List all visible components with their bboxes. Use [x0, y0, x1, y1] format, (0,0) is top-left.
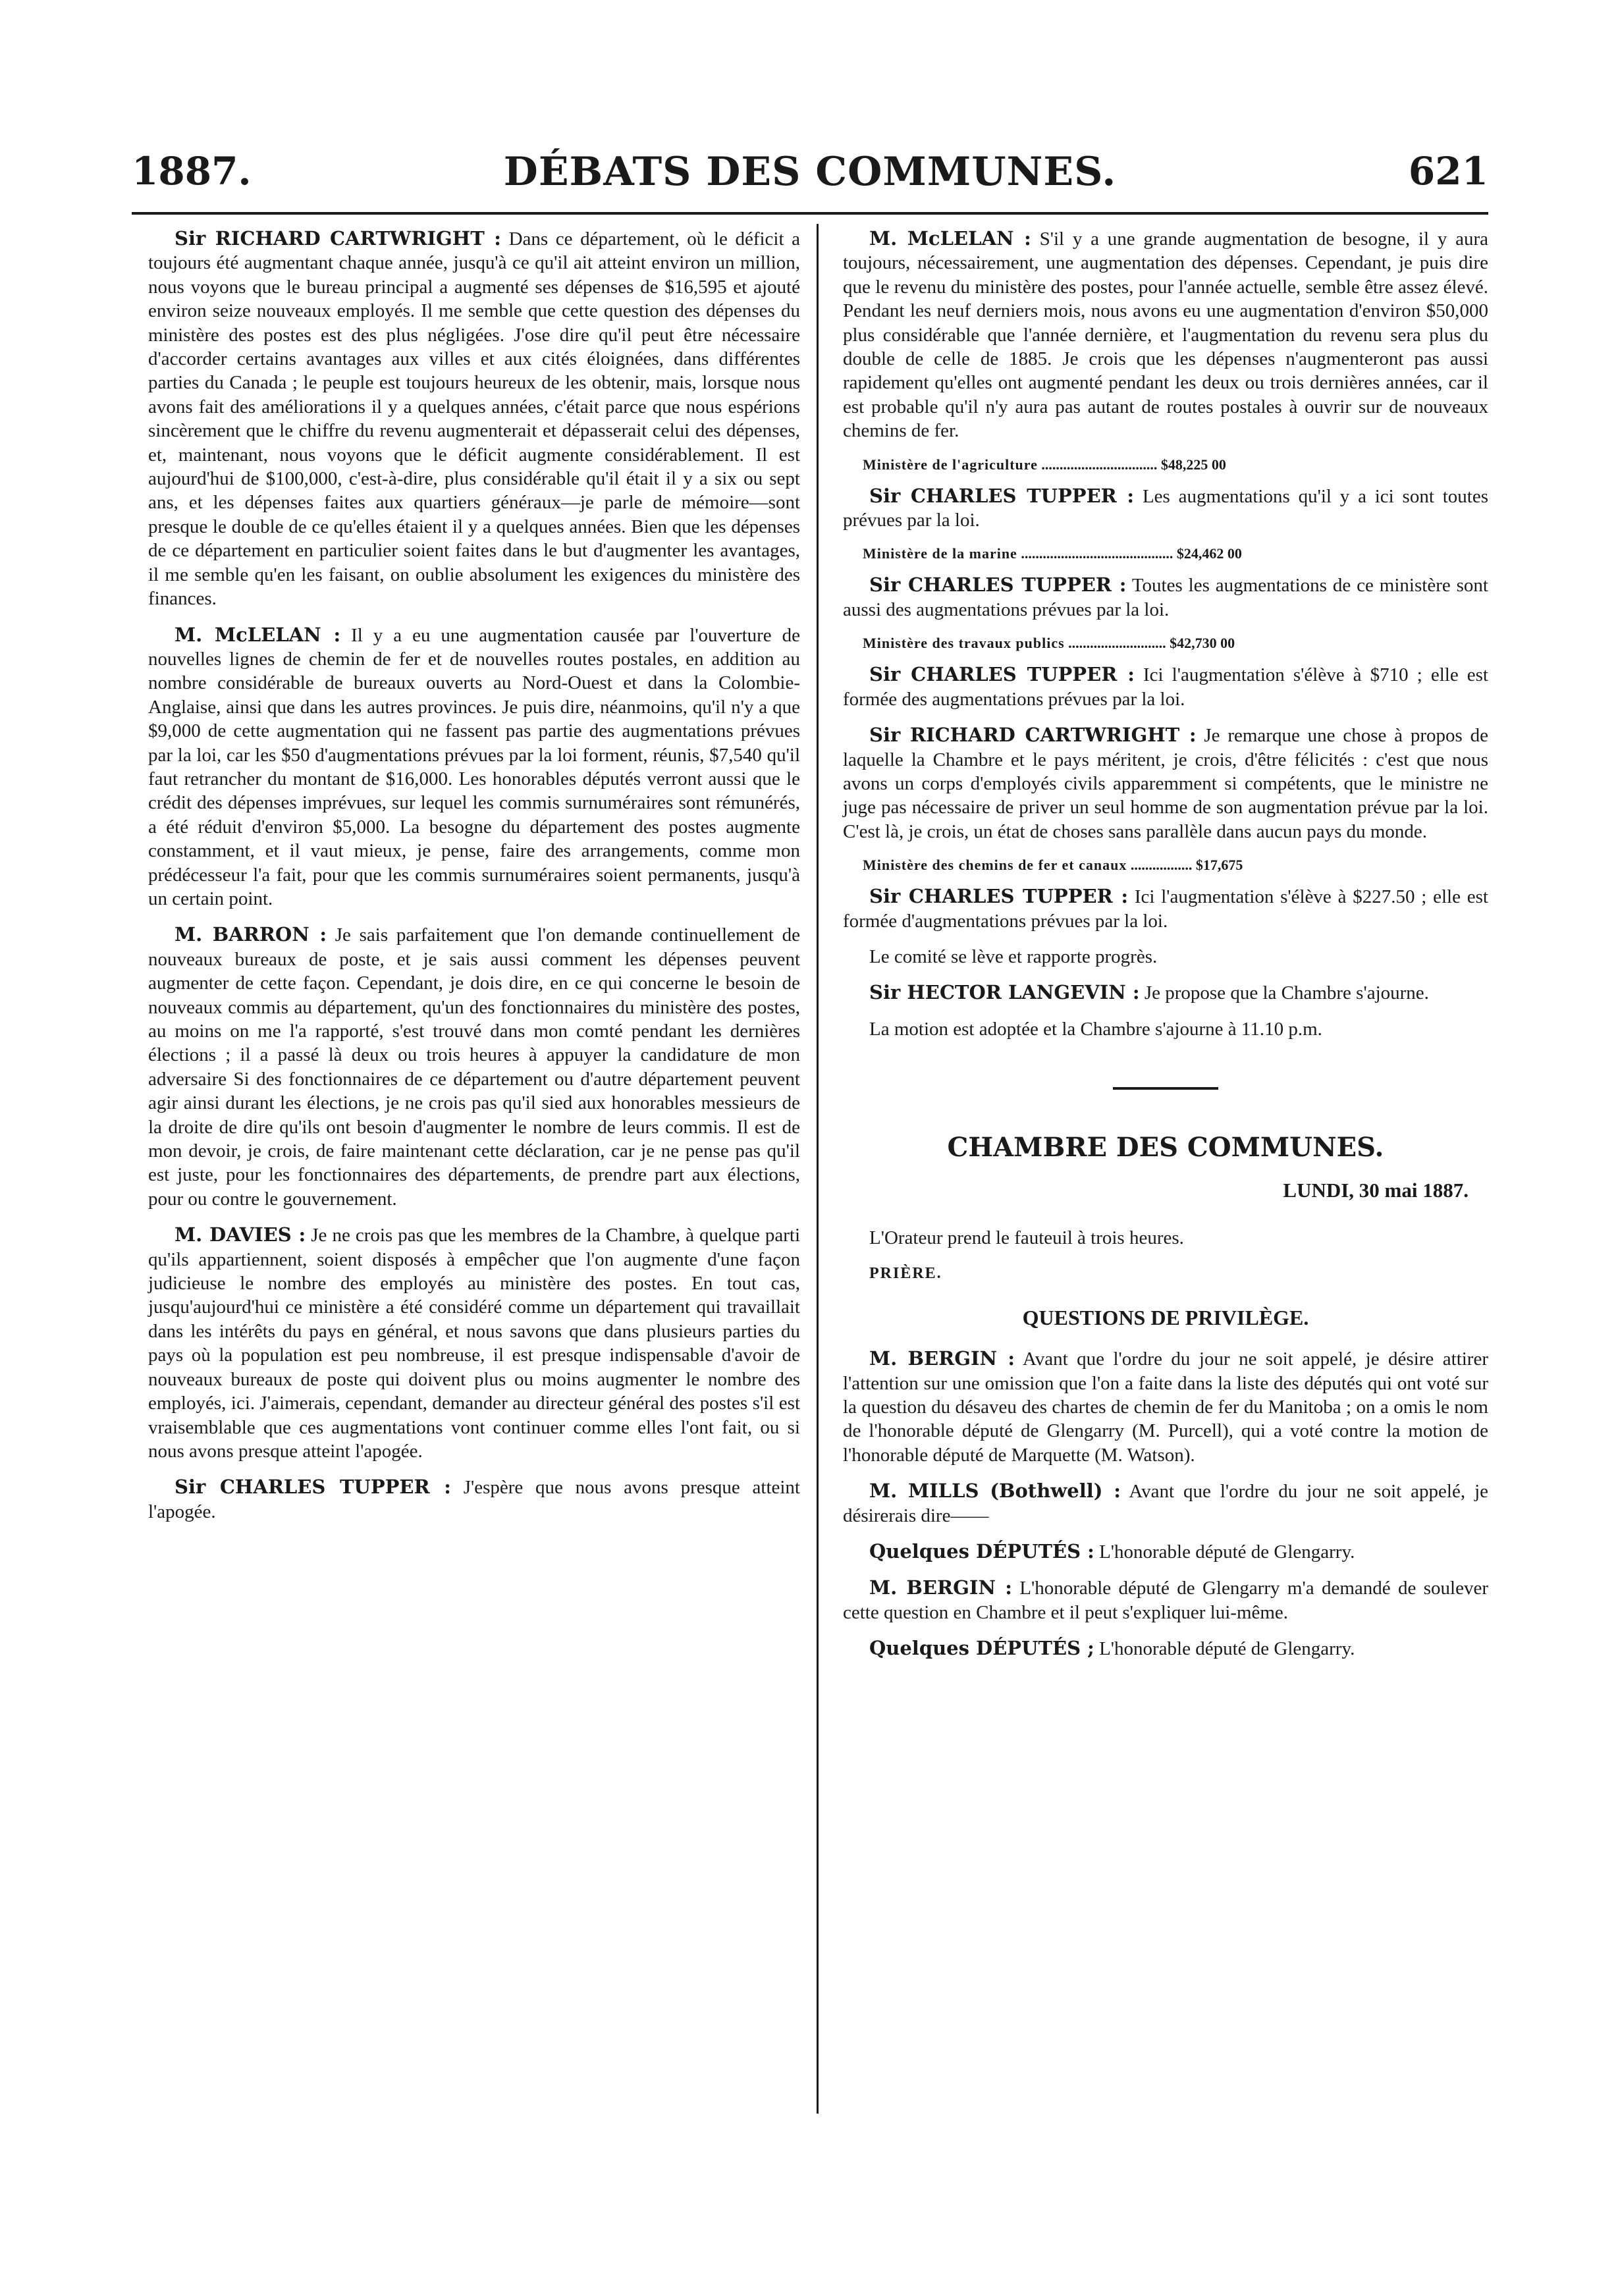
paragraph — [843, 1539, 1488, 1564]
paragraph — [843, 1347, 1488, 1467]
estimate-leader: ........................... — [1064, 635, 1170, 652]
questions-heading: QUESTIONS DE PRIVILÈGE. — [1022, 1305, 1309, 1329]
paragraph-text: Je ne crois pas que les membres de la Chambre, à quelque parti qu'ils appartiennent, soient disposés à empêcher que l'on augmente d'une façon judicieuse le nombre des employés au ministère des postes. En tout cas, jusqu'aujourd'hui ce ministère a été considéré comme un département qui travaillait dans les intérêts du pays en général, et nous savons que dans plusieurs parties du pays où la population est peu nombreuse, il est presque indispensable d'avoir de nouveaux bureaux de poste qui doivent plus ou moins augmenter le nombre des employés, ici. J'aimerais, cependant, demander au directeur général des postes s'il est vraisemblable que ces augmentations vont continuer comme elles l'ont fait, ou si nous avons presque atteint l'apogée. — [148, 1225, 800, 1462]
paragraph — [843, 1576, 1488, 1624]
paragraph — [843, 227, 1488, 443]
section-rule — [1113, 1087, 1218, 1090]
paragraph: L'Orateur prend le fauteuil à trois heures. — [869, 1227, 1184, 1248]
speaker-name: Quelques DÉPUTÉS : — [869, 1540, 1094, 1563]
paragraph — [843, 980, 1488, 1005]
speaker-name: Sir RICHARD CARTWRIGHT : — [175, 227, 501, 250]
speaker-name: M. BERGIN : — [869, 1347, 1015, 1370]
paragraph-text: Je sais parfaitement que l'on demande continuellement de nouveaux bureaux de poste, et je sais aussi comment les dépenses peuvent augmenter de cette façon. Cependant, je dois dire, en ce qui concerne le besoin de nouveaux commis au département, qu'un des fonctionnaires du ministère des postes, au moins on me l'a rapporté, s'est trouvé dans mon comté pendant les dernières élections ; il a passé là deux ou trois heures à appuyer la candidature de mon adversaire Si des fonctionnaires de ce département ou d'autre département peuvent agir ainsi durant les élections, je ne crois pas qu'il sied aux honorables messieurs de la droite de dire qu'ils ont besoin d'augmenter le nombre de leurs commis. Il est de mon devoir, je crois, de faire maintenant cette déclaration, car je ne pense pas qu'il est juste, pour les fonctionnaires des départements, de prendre part aux élections, pour ou contre le gouvernement. — [148, 924, 801, 1210]
estimate-item — [843, 455, 1488, 475]
speaker-name: M. McLELAN : — [175, 623, 341, 646]
right-column — [843, 227, 1488, 1673]
paragraph-text: L'honorable député de Glengarry. — [1094, 1638, 1355, 1660]
paragraph-text: Avant que l'ordre du jour ne soit appelé, je désire attirer l'attention sur une omission que l'on a faite dans la liste des députés qui ont voté sur la question du désaveu des chartes de chemin de fer du Manitoba ; on a omis le nom de l'honorable député de Glengarry (M. Purcell), qui a voté contre la motion de l'honorable député de Marquette (M. Watson). — [843, 1348, 1488, 1466]
paragraph-text: Il y a eu une augmentation causée par l'ouverture de nouvelles lignes de chemin de fer et de nouvelles routes postales, en addition au nombre considérable de bureaux ouverts au Nord-Ouest et dans la Colombie-Anglaise, ainsi que dans les autres provinces. Je puis dire, néanmoins, qu'il n'y a que $9,000 de cette augmentation qui ne fassent pas partie des augmentations prévues par la loi, car les $50 d'augmentations prévues par la loi forment, réunis, $7,540 qu'il faut retrancher du montant de $16,000. Les honorables députés verront aussi que le crédit des dépenses imprévues, sur lequel les commis surnuméraires sont rémunérés, a été réduit d'environ $5,000. La besogne du département des postes augmente constamment, et il vaut mieux, je pense, faire des arrangements, comme mon prédécesseur l'a fait, pour que les commis surnuméraires soient permanents, jusqu'à un certain point. — [148, 624, 800, 909]
paragraph — [843, 723, 1488, 843]
speaker-name: M. McLELAN : — [869, 227, 1031, 250]
speaker-name: M. BARRON : — [175, 923, 327, 946]
estimate-item — [843, 544, 1488, 564]
paragraph: La motion est adoptée et la Chambre s'ajourne à 11.10 p.m. — [869, 1018, 1322, 1040]
estimate-amount: $24,462 00 — [1176, 545, 1242, 562]
paragraph — [843, 1636, 1488, 1661]
estimate-label: Ministère des travaux publics — [863, 635, 1065, 652]
paragraph — [148, 227, 800, 611]
header-rule — [132, 212, 1488, 215]
estimate-label: Ministère de la marine — [863, 545, 1017, 562]
paragraph-text: Dans ce département, où le déficit a toujours été augmentant chaque année, jusqu'à ce qu'il ait atteint environ un million, nous voyons que le bureau principal a augmenté ses dépenses de $16,595 et ajouté environ seize nouveaux employés. Il me semble que cette question des dépenses du ministère des postes est des plus négligées. J'ose dire qu'il peut être nécessaire d'accorder certains avantages aux villes et aux cités éloignées, dans différentes parties du Canada ; le peuple est toujours heureux de les obtenir, mais, lorsque nous avons fait des améliorations il y a quelques années, c'était parce que nous espérions sincèrement que le chiffre du revenu augmenterait et dépasserait celui des dépenses, et, maintenant, nous voyons que le déficit augmente considérablement. Il est aujourd'hui de $100,000, c'est-à-dire, plus considérable qu'il était il y a six ou sept ans, et les dépenses faites aux quartiers généraux—je parle de mémoire—sont presque le double de ce qu'elles étaient il y a quelques années. Bien que les dépenses de ce département en particulier soient faites dans le but d'augmenter les avantages, il me semble qu'en les faisant, on oublie absolument les exigences du ministère des finances. — [148, 228, 800, 610]
estimate-amount: $17,675 — [1195, 857, 1243, 874]
chamber-heading: CHAMBRE DES COMMUNES. — [947, 1132, 1384, 1163]
paragraph — [843, 573, 1488, 622]
speaker-name: M. DAVIES : — [175, 1223, 306, 1246]
header-year: 1887. — [132, 149, 252, 194]
speaker-name: Quelques DÉPUTÉS ; — [869, 1637, 1094, 1660]
paragraph — [148, 623, 800, 911]
left-column — [148, 227, 800, 1535]
paragraph — [843, 662, 1488, 711]
paragraph — [148, 922, 800, 1211]
column-divider — [817, 224, 819, 2114]
paragraph-text: Je propose que la Chambre s'ajourne. — [1139, 982, 1429, 1004]
paragraph-text: Toutes les augmentations de ce ministère sont aussi des augmentations prévues par la loi. — [843, 575, 1488, 620]
speaker-name: M. MILLS (Bothwell) : — [869, 1480, 1121, 1503]
paragraph — [843, 884, 1488, 933]
paragraph-text: S'il y a une grande augmentation de besogne, il y aura toujours, nécessairement, une augmentation des dépenses. Cependant, je puis dire que le revenu du ministère des postes, pour l'année actuelle, semble être assez élevé. Pendant les neuf derniers mois, nous avons eu une augmentation d'environ $50,000 plus considérable que l'année dernière, et l'augmentation du revenu sera plus du double de celle de 1885. Je crois que les dépenses n'augmenteront pas aussi rapidement qu'elles ont augmenté pendant les deux ou trois dernières années, car il est probable qu'il n'y aura pas autant de routes postales à ouvrir sur de nouveaux chemins de fer. — [843, 228, 1488, 442]
paragraph-text: Les augmentations qu'il y a ici sont toutes prévues par la loi. — [843, 485, 1488, 531]
session-date: LUNDI, 30 mai 1887. — [1283, 1178, 1469, 1202]
speaker-name: Sir CHARLES TUPPER : — [869, 663, 1135, 686]
speaker-name: Sir HECTOR LANGEVIN : — [869, 981, 1140, 1004]
speaker-name: Sir CHARLES TUPPER : — [175, 1476, 451, 1499]
paragraph — [843, 484, 1488, 533]
paragraph-text: L'honorable député de Glengarry m'a demandé de soulever cette question en Chambre et il peut s'expliquer lui-même. — [843, 1578, 1488, 1623]
speaker-name: Sir CHARLES TUPPER : — [869, 574, 1127, 597]
estimate-leader: ................. — [1127, 857, 1196, 874]
paragraph-text: J'espère que nous avons presque atteint l'apogée. — [148, 1477, 800, 1522]
speaker-name: Sir CHARLES TUPPER : — [869, 484, 1135, 507]
estimate-leader: ................................ — [1037, 456, 1161, 473]
paragraph: Le comité se lève et rapporte progrès. — [869, 946, 1158, 967]
estimate-item — [843, 633, 1488, 653]
page-header — [132, 149, 1488, 201]
paragraph — [148, 1223, 800, 1463]
estimate-leader: .......................................... — [1017, 545, 1177, 562]
header-title: DÉBATS DES COMMUNES. — [503, 149, 1117, 195]
estimate-amount: $42,730 00 — [1170, 635, 1235, 652]
estimate-label: Ministère de l'agriculture — [863, 456, 1038, 473]
estimate-amount: $48,225 00 — [1160, 456, 1226, 473]
paragraph — [843, 1479, 1488, 1528]
estimate-item — [843, 855, 1488, 875]
header-page-number: 621 — [1408, 149, 1488, 194]
speaker-name: Sir CHARLES TUPPER : — [869, 885, 1129, 908]
prayer-label: PRIÈRE. — [869, 1265, 942, 1283]
paragraph-text: Ici l'augmentation s'élève à $710 ; elle est formée des augmentations prévues par la loi. — [843, 664, 1488, 710]
estimate-label: Ministère des chemins de fer et canaux — [863, 857, 1127, 874]
paragraph-text: Ici l'augmentation s'élève à $227.50 ; elle est formée d'augmentations prévues par la loi. — [843, 886, 1488, 932]
speaker-name: Sir RICHARD CARTWRIGHT : — [869, 724, 1197, 747]
paragraph-text: L'honorable député de Glengarry. — [1094, 1541, 1355, 1563]
paragraph — [148, 1475, 800, 1524]
paragraph-text: Avant que l'ordre du jour ne soit appelé, je désirerais dire—— — [843, 1481, 1488, 1526]
speaker-name: M. BERGIN : — [869, 1576, 1012, 1599]
paragraph-text: Je remarque une chose à propos de laquelle la Chambre et le pays méritent, je crois, d'être félicités : c'est que nous avons un corps d'employés civils apparemment si compétents, que le ministre ne juge pas nécessaire de priver un seul homme de son augmentation prévue par la loi. C'est là, je crois, un état de choses sans parallèle dans aucun pays du monde. — [843, 725, 1488, 842]
